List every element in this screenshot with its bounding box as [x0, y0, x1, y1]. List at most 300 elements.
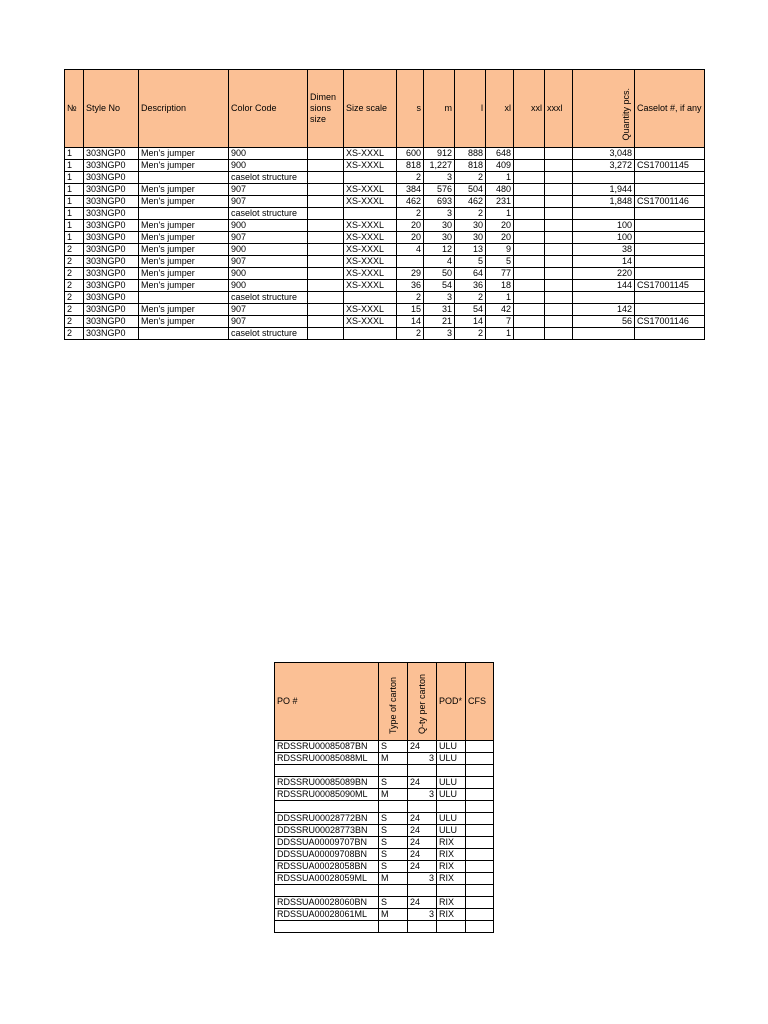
table-cell: Men's jumper — [139, 232, 229, 244]
table-cell: caselot structure — [229, 328, 308, 340]
table-cell: XS-XXXL — [344, 220, 397, 232]
table-cell — [308, 328, 344, 340]
table-cell: 13 — [455, 244, 486, 256]
table-cell — [514, 172, 545, 184]
table-cell: Men's jumper — [139, 244, 229, 256]
table-cell — [308, 148, 344, 160]
table-row — [275, 825, 494, 837]
table-cell — [466, 897, 494, 909]
table-cell — [437, 885, 466, 897]
table-cell: 14 — [455, 316, 486, 328]
table-cell: RDSSRU00085087BN — [275, 741, 379, 753]
table-cell — [635, 304, 705, 316]
table-cell — [466, 921, 494, 933]
table-cell: 1 — [486, 172, 514, 184]
table-cell: 2 — [65, 256, 84, 268]
table-cell — [466, 765, 494, 777]
table-cell: 4 — [397, 244, 424, 256]
table-cell — [514, 148, 545, 160]
table-cell: Men's jumper — [139, 316, 229, 328]
table-row — [275, 897, 494, 909]
table-cell: 303NGP0 — [84, 256, 139, 268]
table-cell — [379, 801, 408, 813]
table-cell — [308, 196, 344, 208]
table-cell: RIX — [437, 873, 466, 885]
table-cell: 24 — [408, 777, 437, 789]
table-cell: 1 — [65, 172, 84, 184]
table-cell — [545, 304, 573, 316]
table-cell: 24 — [408, 897, 437, 909]
table-cell: 900 — [229, 244, 308, 256]
table-cell: 303NGP0 — [84, 268, 139, 280]
table-cell: 303NGP0 — [84, 148, 139, 160]
table-cell — [308, 172, 344, 184]
table-cell: 2 — [65, 280, 84, 292]
table-cell: XS-XXXL — [344, 244, 397, 256]
table-cell — [635, 328, 705, 340]
table-cell — [466, 837, 494, 849]
table-cell — [466, 753, 494, 765]
table-cell: 2 — [397, 172, 424, 184]
table-cell: 303NGP0 — [84, 304, 139, 316]
header-size-xl: xl — [486, 70, 514, 148]
table-row — [275, 789, 494, 801]
table-cell — [635, 220, 705, 232]
table-cell — [466, 873, 494, 885]
table-cell: 1 — [65, 208, 84, 220]
table-cell: 2 — [455, 208, 486, 220]
header-no: № — [65, 70, 84, 148]
table-cell: 303NGP0 — [84, 208, 139, 220]
table-cell: 912 — [424, 148, 455, 160]
table-cell: 303NGP0 — [84, 184, 139, 196]
table-cell: M — [379, 873, 408, 885]
table-cell — [308, 232, 344, 244]
table-cell: Men's jumper — [139, 280, 229, 292]
table-cell: 64 — [455, 268, 486, 280]
table-cell: RDSSUA00028060BN — [275, 897, 379, 909]
table-cell: 2 — [397, 208, 424, 220]
table-cell: ULU — [437, 753, 466, 765]
table-cell: 30 — [424, 220, 455, 232]
table-cell: 100 — [573, 220, 635, 232]
table-cell — [466, 741, 494, 753]
table-cell: Men's jumper — [139, 304, 229, 316]
table-cell — [466, 825, 494, 837]
table-cell: 3,272 — [573, 160, 635, 172]
table-cell — [635, 244, 705, 256]
table-row — [65, 280, 705, 292]
table-cell: RIX — [437, 897, 466, 909]
header-po-number: PO # — [275, 663, 379, 741]
table-row — [275, 741, 494, 753]
table-cell: ULU — [437, 777, 466, 789]
table-cell — [514, 304, 545, 316]
table-cell: XS-XXXL — [344, 256, 397, 268]
table-cell: 3 — [408, 753, 437, 765]
table-cell: S — [379, 777, 408, 789]
table-cell — [344, 208, 397, 220]
table-cell — [308, 220, 344, 232]
table-cell: 818 — [397, 160, 424, 172]
table-row — [65, 208, 705, 220]
table-cell: 907 — [229, 304, 308, 316]
table-row — [275, 801, 494, 813]
table-cell — [344, 172, 397, 184]
table-cell — [545, 172, 573, 184]
table-cell: 24 — [408, 837, 437, 849]
header-type-of-carton-label: Type of carton — [387, 676, 398, 734]
table-cell — [408, 921, 437, 933]
table-cell — [139, 292, 229, 304]
table-cell: M — [379, 909, 408, 921]
table-cell: 18 — [486, 280, 514, 292]
table-cell: 3,048 — [573, 148, 635, 160]
table-cell: RDSSRU00085090ML — [275, 789, 379, 801]
table-cell — [573, 292, 635, 304]
table-cell — [408, 765, 437, 777]
table-cell — [514, 196, 545, 208]
table-cell: 818 — [455, 160, 486, 172]
table-cell: 3 — [424, 292, 455, 304]
header-pod: POD* — [437, 663, 466, 741]
table-cell — [635, 148, 705, 160]
table-row — [275, 765, 494, 777]
table-row — [65, 160, 705, 172]
table-cell: 303NGP0 — [84, 316, 139, 328]
table-cell: 2 — [65, 316, 84, 328]
table-cell — [466, 789, 494, 801]
table-cell — [514, 232, 545, 244]
table-cell — [466, 909, 494, 921]
table-cell: 21 — [424, 316, 455, 328]
table-cell: 54 — [424, 280, 455, 292]
table-cell: 9 — [486, 244, 514, 256]
table-cell: 20 — [397, 220, 424, 232]
header-style-no: Style No — [84, 70, 139, 148]
table-cell: M — [379, 789, 408, 801]
table-cell — [466, 801, 494, 813]
table-cell: 31 — [424, 304, 455, 316]
table-cell: 303NGP0 — [84, 292, 139, 304]
table-cell: 1 — [65, 232, 84, 244]
table-cell: RIX — [437, 837, 466, 849]
table-cell: 3 — [424, 328, 455, 340]
table-cell: 54 — [455, 304, 486, 316]
table-cell: 30 — [424, 232, 455, 244]
table-cell: caselot structure — [229, 172, 308, 184]
table-cell: 693 — [424, 196, 455, 208]
table-row — [65, 172, 705, 184]
table-cell: 907 — [229, 196, 308, 208]
table-cell: XS-XXXL — [344, 160, 397, 172]
table-cell — [545, 316, 573, 328]
table-cell: XS-XXXL — [344, 304, 397, 316]
table-cell — [635, 232, 705, 244]
header-qty-per-carton-label: Q-ty per carton — [416, 673, 427, 734]
table-cell: 20 — [486, 220, 514, 232]
table-cell: XS-XXXL — [344, 316, 397, 328]
table-cell — [514, 160, 545, 172]
table-cell: 231 — [486, 196, 514, 208]
header-quantity — [573, 70, 635, 148]
table-cell: 12 — [424, 244, 455, 256]
header-size-xxxl: xxxl — [545, 70, 573, 148]
table-cell: M — [379, 753, 408, 765]
table-cell: XS-XXXL — [344, 232, 397, 244]
table-cell: 504 — [455, 184, 486, 196]
table-cell: 24 — [408, 849, 437, 861]
table-cell: 1,227 — [424, 160, 455, 172]
table-cell: 30 — [455, 232, 486, 244]
table-cell: S — [379, 741, 408, 753]
header-size-m: m — [424, 70, 455, 148]
table-cell: Men's jumper — [139, 256, 229, 268]
table-cell — [308, 208, 344, 220]
header-cfs: CFS — [466, 663, 494, 741]
table-cell — [275, 885, 379, 897]
table-cell — [545, 196, 573, 208]
table-cell — [545, 292, 573, 304]
orders-body — [65, 148, 705, 340]
header-size-s: s — [397, 70, 424, 148]
table-row — [275, 861, 494, 873]
table-cell: RIX — [437, 849, 466, 861]
table-cell: 900 — [229, 148, 308, 160]
table-cell — [514, 292, 545, 304]
header-size-scale: Size scale — [344, 70, 397, 148]
table-cell — [545, 280, 573, 292]
table-row — [65, 196, 705, 208]
table-cell — [379, 921, 408, 933]
table-cell: 907 — [229, 256, 308, 268]
table-row — [275, 909, 494, 921]
table-cell: 1 — [65, 220, 84, 232]
table-cell — [275, 765, 379, 777]
header-type-of-carton — [379, 663, 408, 741]
table-cell: CS17001146 — [635, 196, 705, 208]
table-cell: 5 — [455, 256, 486, 268]
table-cell — [308, 304, 344, 316]
header-caselot: Caselot #, if any — [635, 70, 705, 148]
table-cell: caselot structure — [229, 292, 308, 304]
orders-table — [64, 69, 705, 340]
table-cell: 2 — [65, 292, 84, 304]
table-cell: 1,944 — [573, 184, 635, 196]
table-cell: 3 — [424, 208, 455, 220]
table-cell: 303NGP0 — [84, 160, 139, 172]
table-cell: 220 — [573, 268, 635, 280]
table-cell — [514, 256, 545, 268]
table-cell: 907 — [229, 316, 308, 328]
table-cell: 303NGP0 — [84, 328, 139, 340]
table-cell: DDSSRU00028773BN — [275, 825, 379, 837]
table-cell — [545, 256, 573, 268]
table-cell — [466, 861, 494, 873]
table-cell — [466, 849, 494, 861]
table-row — [275, 753, 494, 765]
table-cell — [466, 813, 494, 825]
table-cell: S — [379, 897, 408, 909]
table-cell: S — [379, 837, 408, 849]
table-cell — [573, 328, 635, 340]
table-cell — [545, 160, 573, 172]
table-cell — [573, 208, 635, 220]
header-qty-per-carton — [408, 663, 437, 741]
table-cell: 303NGP0 — [84, 196, 139, 208]
table-cell: CS17001145 — [635, 280, 705, 292]
table-cell — [437, 921, 466, 933]
table-row — [275, 837, 494, 849]
table-cell: 303NGP0 — [84, 220, 139, 232]
table-cell: 2 — [455, 172, 486, 184]
table-cell — [545, 184, 573, 196]
table-cell: 2 — [397, 292, 424, 304]
table-cell — [466, 885, 494, 897]
table-cell: S — [379, 849, 408, 861]
table-cell: 3 — [408, 873, 437, 885]
table-cell — [635, 256, 705, 268]
table-cell — [344, 328, 397, 340]
table-row — [275, 849, 494, 861]
table-cell: 3 — [424, 172, 455, 184]
table-cell: CS17001146 — [635, 316, 705, 328]
table-cell: 77 — [486, 268, 514, 280]
table-cell — [545, 208, 573, 220]
table-cell — [275, 921, 379, 933]
table-cell: Men's jumper — [139, 148, 229, 160]
header-size-xxl: xxl — [514, 70, 545, 148]
table-cell — [308, 292, 344, 304]
table-cell: ULU — [437, 789, 466, 801]
table-cell — [275, 801, 379, 813]
table-cell: 144 — [573, 280, 635, 292]
table-cell: Men's jumper — [139, 160, 229, 172]
header-color-code: Color Code — [229, 70, 308, 148]
table-cell: CS17001145 — [635, 160, 705, 172]
table-row — [275, 777, 494, 789]
table-row — [65, 292, 705, 304]
table-cell: XS-XXXL — [344, 280, 397, 292]
table-row — [275, 921, 494, 933]
table-cell — [397, 256, 424, 268]
header-description: Description — [139, 70, 229, 148]
table-cell: 4 — [424, 256, 455, 268]
table-cell: caselot structure — [229, 208, 308, 220]
table-cell: 7 — [486, 316, 514, 328]
table-cell: S — [379, 825, 408, 837]
header-dimensions-size: Dimen sions size — [308, 70, 344, 148]
po-body — [275, 741, 494, 933]
table-cell — [514, 208, 545, 220]
table-cell — [635, 268, 705, 280]
table-row — [275, 873, 494, 885]
table-cell: 480 — [486, 184, 514, 196]
table-cell: 14 — [397, 316, 424, 328]
table-cell — [635, 208, 705, 220]
table-cell — [308, 268, 344, 280]
table-cell: Men's jumper — [139, 184, 229, 196]
table-cell: RDSSUA00028059ML — [275, 873, 379, 885]
table-cell — [139, 208, 229, 220]
table-cell: RDSSUA00028061ML — [275, 909, 379, 921]
table-cell: RIX — [437, 861, 466, 873]
table-cell: 907 — [229, 232, 308, 244]
po-table — [274, 662, 494, 933]
table-cell: DDSSUA00009707BN — [275, 837, 379, 849]
table-cell: XS-XXXL — [344, 196, 397, 208]
table-cell: XS-XXXL — [344, 184, 397, 196]
table-cell: 29 — [397, 268, 424, 280]
table-cell: Men's jumper — [139, 268, 229, 280]
table-cell: 384 — [397, 184, 424, 196]
header-size-l: l — [455, 70, 486, 148]
table-cell — [308, 160, 344, 172]
table-cell: 1 — [65, 184, 84, 196]
table-cell: 14 — [573, 256, 635, 268]
table-cell: 50 — [424, 268, 455, 280]
table-cell — [545, 220, 573, 232]
table-cell: 15 — [397, 304, 424, 316]
table-cell: 1 — [486, 328, 514, 340]
table-cell: 20 — [397, 232, 424, 244]
table-row — [65, 256, 705, 268]
table-cell: 142 — [573, 304, 635, 316]
table-cell: 2 — [65, 268, 84, 280]
table-cell: 3 — [408, 789, 437, 801]
table-cell: 900 — [229, 160, 308, 172]
table-cell — [514, 316, 545, 328]
table-row — [65, 184, 705, 196]
table-cell — [545, 148, 573, 160]
orders-header-row — [65, 70, 705, 148]
table-cell — [635, 292, 705, 304]
table-cell: 303NGP0 — [84, 172, 139, 184]
table-cell — [514, 328, 545, 340]
table-cell: Men's jumper — [139, 196, 229, 208]
table-cell: RIX — [437, 909, 466, 921]
table-cell: 24 — [408, 813, 437, 825]
table-cell: 2 — [397, 328, 424, 340]
table-cell: ULU — [437, 825, 466, 837]
table-cell: 1 — [65, 196, 84, 208]
table-cell — [379, 765, 408, 777]
table-cell: ULU — [437, 741, 466, 753]
table-cell — [635, 184, 705, 196]
table-cell — [635, 172, 705, 184]
table-row — [65, 328, 705, 340]
table-row — [65, 304, 705, 316]
table-cell: 5 — [486, 256, 514, 268]
table-cell — [545, 328, 573, 340]
table-cell: 1 — [486, 208, 514, 220]
table-row — [65, 244, 705, 256]
table-cell — [437, 801, 466, 813]
table-cell: 303NGP0 — [84, 244, 139, 256]
table-cell: 1 — [65, 148, 84, 160]
table-cell: 2 — [455, 292, 486, 304]
table-cell — [545, 232, 573, 244]
table-cell: 1,848 — [573, 196, 635, 208]
table-cell: 409 — [486, 160, 514, 172]
table-cell: 36 — [397, 280, 424, 292]
table-cell: 648 — [486, 148, 514, 160]
table-cell — [514, 184, 545, 196]
table-cell: 900 — [229, 280, 308, 292]
table-cell: 24 — [408, 825, 437, 837]
table-cell: RDSSRU00085089BN — [275, 777, 379, 789]
table-row — [65, 316, 705, 328]
